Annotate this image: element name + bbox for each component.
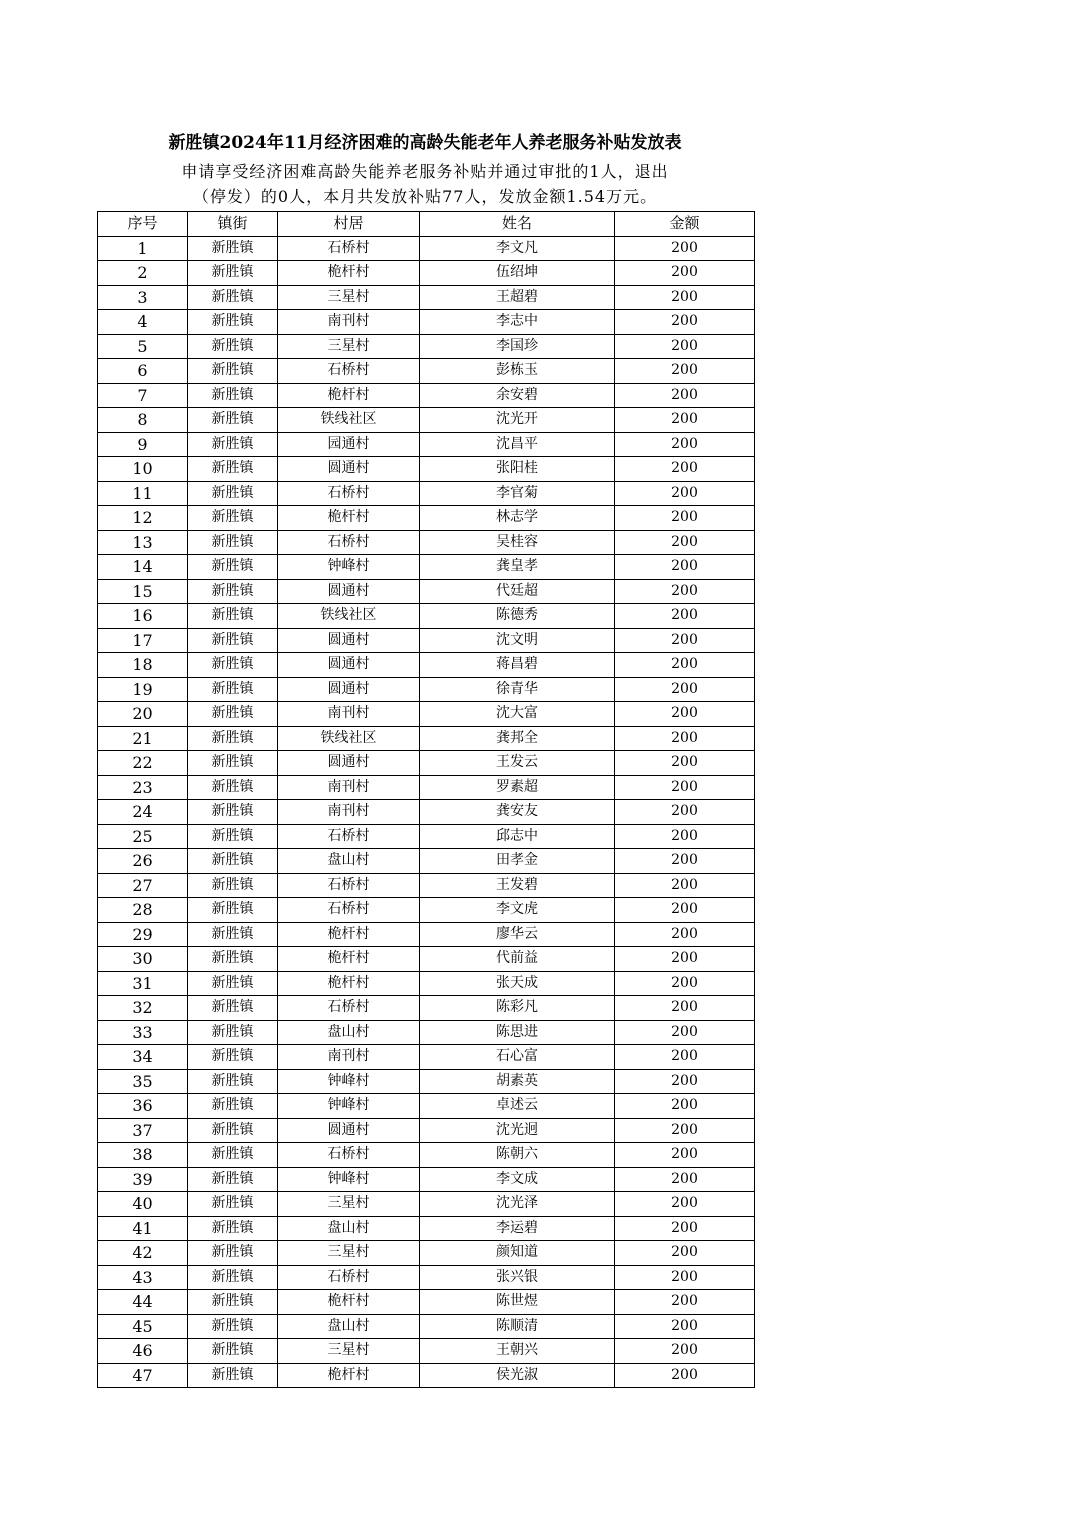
table-row (98, 1045, 755, 1070)
table-row (98, 481, 755, 506)
table-row (98, 457, 755, 482)
cell-name: 沈大富 (420, 702, 615, 727)
cell-town: 新胜镇 (188, 1216, 278, 1241)
cell-amount: 200 (615, 359, 755, 384)
cell-name: 陈顺清 (420, 1314, 615, 1339)
cell-town: 新胜镇 (188, 359, 278, 384)
cell-index: 2 (98, 261, 188, 286)
cell-town: 新胜镇 (188, 506, 278, 531)
cell-village: 盘山村 (278, 1216, 420, 1241)
cell-village: 桅杆村 (278, 1363, 420, 1388)
table-row (98, 653, 755, 678)
cell-amount: 200 (615, 922, 755, 947)
cell-name: 李官菊 (420, 481, 615, 506)
cell-amount: 200 (615, 236, 755, 261)
cell-town: 新胜镇 (188, 285, 278, 310)
cell-index: 7 (98, 383, 188, 408)
cell-village: 圆通村 (278, 628, 420, 653)
cell-amount: 200 (615, 1216, 755, 1241)
table-row (98, 898, 755, 923)
cell-name: 李国珍 (420, 334, 615, 359)
cell-town: 新胜镇 (188, 971, 278, 996)
table-row (98, 285, 755, 310)
cell-amount: 200 (615, 873, 755, 898)
cell-amount: 200 (615, 898, 755, 923)
header-amount: 金额 (615, 212, 755, 237)
cell-town: 新胜镇 (188, 947, 278, 972)
cell-name: 龚皇孝 (420, 555, 615, 580)
cell-village: 桅杆村 (278, 922, 420, 947)
cell-index: 20 (98, 702, 188, 727)
cell-town: 新胜镇 (188, 310, 278, 335)
cell-town: 新胜镇 (188, 1339, 278, 1364)
cell-amount: 200 (615, 285, 755, 310)
table-row (98, 849, 755, 874)
cell-town: 新胜镇 (188, 824, 278, 849)
table-header-row (98, 212, 755, 237)
cell-name: 李文凡 (420, 236, 615, 261)
cell-index: 12 (98, 506, 188, 531)
table-row (98, 1314, 755, 1339)
cell-village: 圆通村 (278, 653, 420, 678)
cell-amount: 200 (615, 506, 755, 531)
document-title: 新胜镇2024年11月经济困难的高龄失能老年人养老服务补贴发放表 (168, 133, 682, 153)
cell-name: 代前益 (420, 947, 615, 972)
cell-name: 张天成 (420, 971, 615, 996)
cell-village: 三星村 (278, 1241, 420, 1266)
table-row (98, 1192, 755, 1217)
cell-name: 邱志中 (420, 824, 615, 849)
cell-amount: 200 (615, 408, 755, 433)
cell-name: 陈思进 (420, 1020, 615, 1045)
cell-village: 三星村 (278, 1192, 420, 1217)
cell-index: 30 (98, 947, 188, 972)
cell-town: 新胜镇 (188, 555, 278, 580)
cell-index: 47 (98, 1363, 188, 1388)
cell-index: 41 (98, 1216, 188, 1241)
table-row (98, 1241, 755, 1266)
cell-name: 卓述云 (420, 1094, 615, 1119)
cell-amount: 200 (615, 702, 755, 727)
cell-town: 新胜镇 (188, 579, 278, 604)
cell-amount: 200 (615, 530, 755, 555)
cell-name: 吴桂容 (420, 530, 615, 555)
cell-town: 新胜镇 (188, 775, 278, 800)
table-row (98, 1069, 755, 1094)
cell-index: 22 (98, 751, 188, 776)
cell-village: 钟峰村 (278, 555, 420, 580)
cell-town: 新胜镇 (188, 800, 278, 825)
table-row (98, 359, 755, 384)
summary-line-1: 申请享受经济困难高龄失能养老服务补贴并通过审批的1人，退出 (181, 162, 669, 181)
cell-index: 33 (98, 1020, 188, 1045)
header-town: 镇街 (188, 212, 278, 237)
table-row (98, 383, 755, 408)
cell-village: 桅杆村 (278, 261, 420, 286)
cell-town: 新胜镇 (188, 1045, 278, 1070)
cell-village: 石桥村 (278, 996, 420, 1021)
cell-village: 圆通村 (278, 677, 420, 702)
table-row (98, 971, 755, 996)
cell-name: 王发云 (420, 751, 615, 776)
cell-name: 徐青华 (420, 677, 615, 702)
table-row (98, 334, 755, 359)
table-row (98, 506, 755, 531)
cell-village: 南刊村 (278, 1045, 420, 1070)
cell-name: 张兴银 (420, 1265, 615, 1290)
table-row (98, 1094, 755, 1119)
cell-name: 伍绍坤 (420, 261, 615, 286)
cell-index: 40 (98, 1192, 188, 1217)
cell-index: 27 (98, 873, 188, 898)
cell-town: 新胜镇 (188, 1094, 278, 1119)
cell-amount: 200 (615, 1069, 755, 1094)
cell-town: 新胜镇 (188, 1265, 278, 1290)
cell-amount: 200 (615, 677, 755, 702)
cell-village: 铁线社区 (278, 726, 420, 751)
table-row (98, 800, 755, 825)
table-row (98, 1143, 755, 1168)
cell-amount: 200 (615, 971, 755, 996)
cell-town: 新胜镇 (188, 383, 278, 408)
cell-index: 36 (98, 1094, 188, 1119)
cell-village: 圆通村 (278, 1118, 420, 1143)
cell-town: 新胜镇 (188, 1020, 278, 1045)
cell-index: 43 (98, 1265, 188, 1290)
table-row (98, 751, 755, 776)
cell-amount: 200 (615, 555, 755, 580)
cell-amount: 200 (615, 334, 755, 359)
cell-index: 37 (98, 1118, 188, 1143)
cell-village: 桅杆村 (278, 1290, 420, 1315)
cell-town: 新胜镇 (188, 898, 278, 923)
cell-amount: 200 (615, 1339, 755, 1364)
cell-village: 圆通村 (278, 457, 420, 482)
cell-amount: 200 (615, 628, 755, 653)
cell-town: 新胜镇 (188, 702, 278, 727)
cell-name: 余安碧 (420, 383, 615, 408)
cell-name: 沈昌平 (420, 432, 615, 457)
table-row (98, 1339, 755, 1364)
cell-village: 石桥村 (278, 1143, 420, 1168)
table-row (98, 604, 755, 629)
cell-town: 新胜镇 (188, 751, 278, 776)
cell-name: 沈光开 (420, 408, 615, 433)
cell-village: 三星村 (278, 1339, 420, 1364)
cell-town: 新胜镇 (188, 1241, 278, 1266)
cell-village: 桅杆村 (278, 947, 420, 972)
cell-amount: 200 (615, 775, 755, 800)
cell-village: 石桥村 (278, 898, 420, 923)
cell-name: 陈世煜 (420, 1290, 615, 1315)
cell-amount: 200 (615, 604, 755, 629)
cell-amount: 200 (615, 1143, 755, 1168)
cell-village: 钟峰村 (278, 1094, 420, 1119)
table-row (98, 726, 755, 751)
cell-amount: 200 (615, 261, 755, 286)
cell-name: 沈光泽 (420, 1192, 615, 1217)
cell-index: 42 (98, 1241, 188, 1266)
cell-index: 46 (98, 1339, 188, 1364)
cell-index: 1 (98, 236, 188, 261)
cell-amount: 200 (615, 726, 755, 751)
table-row (98, 1216, 755, 1241)
cell-amount: 200 (615, 1314, 755, 1339)
cell-index: 31 (98, 971, 188, 996)
cell-index: 4 (98, 310, 188, 335)
cell-village: 桅杆村 (278, 971, 420, 996)
cell-amount: 200 (615, 1192, 755, 1217)
cell-index: 35 (98, 1069, 188, 1094)
cell-town: 新胜镇 (188, 457, 278, 482)
cell-village: 钟峰村 (278, 1069, 420, 1094)
cell-village: 南刊村 (278, 310, 420, 335)
cell-name: 林志学 (420, 506, 615, 531)
cell-name: 胡素英 (420, 1069, 615, 1094)
cell-town: 新胜镇 (188, 653, 278, 678)
cell-village: 园通村 (278, 432, 420, 457)
cell-name: 罗素超 (420, 775, 615, 800)
cell-name: 龚安友 (420, 800, 615, 825)
cell-village: 三星村 (278, 334, 420, 359)
cell-index: 18 (98, 653, 188, 678)
cell-amount: 200 (615, 1167, 755, 1192)
cell-name: 李志中 (420, 310, 615, 335)
cell-town: 新胜镇 (188, 996, 278, 1021)
cell-name: 侯光淑 (420, 1363, 615, 1388)
table-row (98, 1290, 755, 1315)
cell-amount: 200 (615, 824, 755, 849)
table-row (98, 775, 755, 800)
cell-amount: 200 (615, 751, 755, 776)
cell-index: 15 (98, 579, 188, 604)
cell-index: 26 (98, 849, 188, 874)
table-row (98, 873, 755, 898)
cell-town: 新胜镇 (188, 922, 278, 947)
cell-town: 新胜镇 (188, 236, 278, 261)
cell-name: 王发碧 (420, 873, 615, 898)
cell-village: 南刊村 (278, 800, 420, 825)
cell-town: 新胜镇 (188, 1290, 278, 1315)
cell-name: 廖华云 (420, 922, 615, 947)
header-name: 姓名 (420, 212, 615, 237)
table-row (98, 579, 755, 604)
cell-name: 王超碧 (420, 285, 615, 310)
cell-name: 颜知道 (420, 1241, 615, 1266)
cell-village: 圆通村 (278, 579, 420, 604)
cell-village: 桅杆村 (278, 383, 420, 408)
header-index: 序号 (98, 212, 188, 237)
table-row (98, 1363, 755, 1388)
cell-index: 29 (98, 922, 188, 947)
table-row (98, 530, 755, 555)
table-row (98, 1265, 755, 1290)
cell-village: 铁线社区 (278, 408, 420, 433)
cell-amount: 200 (615, 996, 755, 1021)
table-row (98, 996, 755, 1021)
cell-village: 石桥村 (278, 530, 420, 555)
cell-index: 19 (98, 677, 188, 702)
cell-town: 新胜镇 (188, 530, 278, 555)
cell-index: 44 (98, 1290, 188, 1315)
cell-index: 28 (98, 898, 188, 923)
cell-name: 石心富 (420, 1045, 615, 1070)
cell-amount: 200 (615, 1045, 755, 1070)
cell-village: 圆通村 (278, 751, 420, 776)
cell-town: 新胜镇 (188, 1363, 278, 1388)
table-row (98, 677, 755, 702)
cell-amount: 200 (615, 1265, 755, 1290)
cell-village: 南刊村 (278, 775, 420, 800)
cell-amount: 200 (615, 947, 755, 972)
table-row (98, 824, 755, 849)
cell-index: 25 (98, 824, 188, 849)
table-row (98, 1118, 755, 1143)
cell-name: 张阳桂 (420, 457, 615, 482)
table-row (98, 1167, 755, 1192)
cell-town: 新胜镇 (188, 1069, 278, 1094)
cell-town: 新胜镇 (188, 261, 278, 286)
cell-index: 13 (98, 530, 188, 555)
cell-village: 石桥村 (278, 236, 420, 261)
cell-amount: 200 (615, 1363, 755, 1388)
cell-town: 新胜镇 (188, 849, 278, 874)
header-village: 村居 (278, 212, 420, 237)
cell-village: 石桥村 (278, 359, 420, 384)
cell-index: 11 (98, 481, 188, 506)
cell-town: 新胜镇 (188, 1314, 278, 1339)
cell-town: 新胜镇 (188, 1143, 278, 1168)
cell-index: 34 (98, 1045, 188, 1070)
cell-town: 新胜镇 (188, 604, 278, 629)
cell-town: 新胜镇 (188, 873, 278, 898)
table-row (98, 1020, 755, 1045)
cell-name: 李文虎 (420, 898, 615, 923)
subsidy-table (97, 211, 755, 1388)
cell-amount: 200 (615, 383, 755, 408)
cell-name: 龚邦全 (420, 726, 615, 751)
table-row (98, 702, 755, 727)
table-row (98, 922, 755, 947)
cell-index: 17 (98, 628, 188, 653)
cell-town: 新胜镇 (188, 334, 278, 359)
table-row (98, 408, 755, 433)
summary-line-2: （停发）的0人，本月共发放补贴77人，发放金额1.54万元。 (192, 187, 658, 206)
cell-name: 蒋昌碧 (420, 653, 615, 678)
cell-amount: 200 (615, 457, 755, 482)
cell-village: 铁线社区 (278, 604, 420, 629)
cell-index: 39 (98, 1167, 188, 1192)
table-row (98, 432, 755, 457)
cell-amount: 200 (615, 1118, 755, 1143)
table-row (98, 310, 755, 335)
cell-amount: 200 (615, 800, 755, 825)
cell-town: 新胜镇 (188, 677, 278, 702)
cell-name: 田孝金 (420, 849, 615, 874)
cell-amount: 200 (615, 1020, 755, 1045)
cell-amount: 200 (615, 653, 755, 678)
table-row (98, 261, 755, 286)
cell-village: 南刊村 (278, 702, 420, 727)
cell-town: 新胜镇 (188, 1118, 278, 1143)
table-row (98, 947, 755, 972)
cell-index: 24 (98, 800, 188, 825)
cell-name: 沈文明 (420, 628, 615, 653)
cell-amount: 200 (615, 310, 755, 335)
cell-name: 陈德秀 (420, 604, 615, 629)
cell-name: 沈光迥 (420, 1118, 615, 1143)
cell-village: 石桥村 (278, 824, 420, 849)
table-row (98, 555, 755, 580)
cell-name: 彭栋玉 (420, 359, 615, 384)
cell-village: 石桥村 (278, 481, 420, 506)
cell-name: 陈彩凡 (420, 996, 615, 1021)
cell-index: 32 (98, 996, 188, 1021)
cell-amount: 200 (615, 481, 755, 506)
cell-index: 16 (98, 604, 188, 629)
cell-index: 38 (98, 1143, 188, 1168)
cell-amount: 200 (615, 1290, 755, 1315)
cell-amount: 200 (615, 579, 755, 604)
cell-amount: 200 (615, 1241, 755, 1266)
cell-town: 新胜镇 (188, 628, 278, 653)
cell-index: 45 (98, 1314, 188, 1339)
cell-name: 李运碧 (420, 1216, 615, 1241)
table-row (98, 628, 755, 653)
cell-village: 盘山村 (278, 1314, 420, 1339)
cell-village: 盘山村 (278, 1020, 420, 1045)
cell-town: 新胜镇 (188, 432, 278, 457)
cell-index: 5 (98, 334, 188, 359)
cell-index: 10 (98, 457, 188, 482)
cell-village: 钟峰村 (278, 1167, 420, 1192)
cell-index: 21 (98, 726, 188, 751)
table-row (98, 236, 755, 261)
cell-town: 新胜镇 (188, 726, 278, 751)
cell-name: 李文成 (420, 1167, 615, 1192)
cell-amount: 200 (615, 1094, 755, 1119)
table-body (98, 236, 755, 1388)
cell-index: 6 (98, 359, 188, 384)
cell-village: 三星村 (278, 285, 420, 310)
cell-amount: 200 (615, 432, 755, 457)
cell-index: 14 (98, 555, 188, 580)
cell-amount: 200 (615, 849, 755, 874)
cell-village: 桅杆村 (278, 506, 420, 531)
cell-index: 23 (98, 775, 188, 800)
cell-town: 新胜镇 (188, 1167, 278, 1192)
cell-name: 代廷超 (420, 579, 615, 604)
cell-village: 石桥村 (278, 873, 420, 898)
cell-name: 王朝兴 (420, 1339, 615, 1364)
cell-index: 3 (98, 285, 188, 310)
cell-index: 9 (98, 432, 188, 457)
cell-town: 新胜镇 (188, 481, 278, 506)
cell-name: 陈朝六 (420, 1143, 615, 1168)
cell-village: 盘山村 (278, 849, 420, 874)
cell-village: 石桥村 (278, 1265, 420, 1290)
cell-town: 新胜镇 (188, 408, 278, 433)
cell-index: 8 (98, 408, 188, 433)
cell-town: 新胜镇 (188, 1192, 278, 1217)
